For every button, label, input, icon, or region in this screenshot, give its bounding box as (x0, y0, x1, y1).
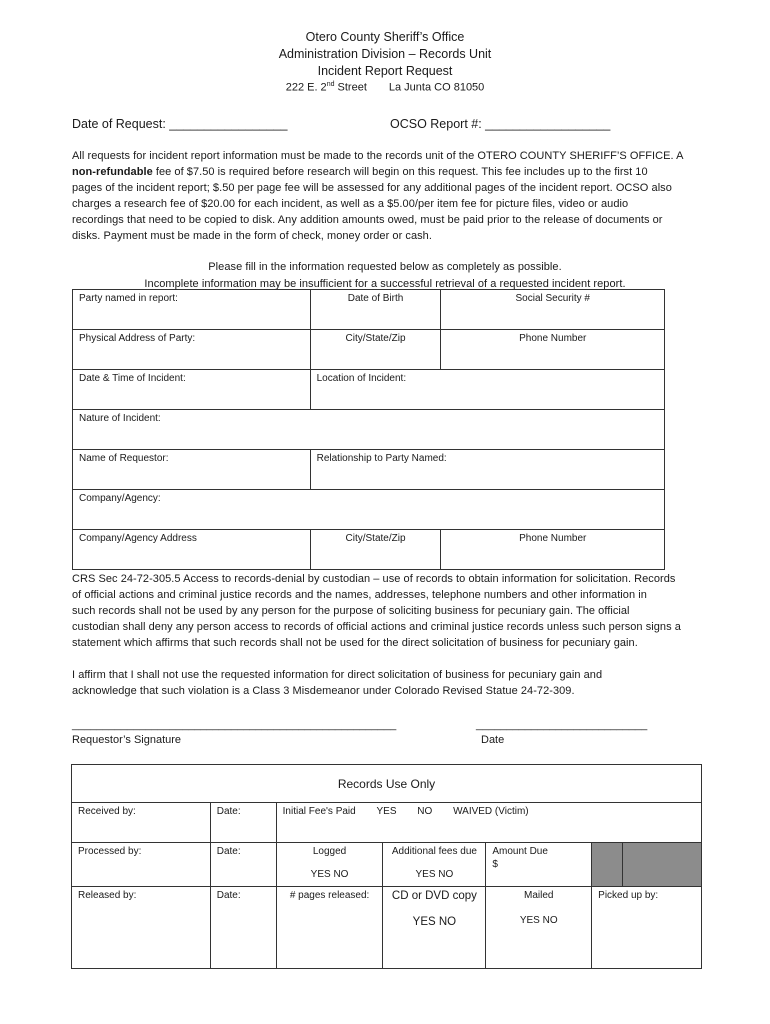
pages-released-cell[interactable] (276, 887, 383, 969)
nature-incident-label: Nature of Incident: (79, 413, 161, 424)
dob-cell[interactable] (310, 290, 441, 330)
released-date-label: Date: (216, 890, 241, 901)
phone-cell[interactable] (441, 330, 665, 370)
fee-paragraph (72, 148, 712, 244)
received-date-label: Date: (216, 806, 241, 817)
city-state-zip-label: City/State/Zip (345, 333, 406, 344)
released-by-cell[interactable] (72, 887, 211, 969)
pages-released-label: # pages released: (289, 890, 370, 901)
signature-date-line[interactable]: ____________________________ (476, 719, 648, 731)
relationship-cell[interactable] (310, 450, 664, 490)
company-address-cell[interactable] (73, 530, 311, 570)
ocso-report-number-field[interactable]: OCSO Report #: __________________ (390, 117, 611, 131)
fee-line-3: pages of the incident report; $.50 per page fee will be assessed for any additional pages of the incident report. OCSO also (72, 182, 672, 194)
processed-by-label: Processed by: (78, 846, 142, 857)
agency-address (0, 81, 770, 94)
physical-address-cell[interactable] (73, 330, 311, 370)
affirmation-paragraph (72, 667, 712, 699)
phone-label: Phone Number (519, 333, 587, 344)
instructions-line-1: Please fill in the information requested below as completely as possible. (208, 261, 562, 273)
initial-fees-waived[interactable]: WAIVED (Victim) (453, 806, 529, 817)
signature-date-label: Date (481, 734, 505, 746)
requestor-name-cell[interactable] (73, 450, 311, 490)
statute-line-1: CRS Sec 24-72-305.5 Access to records-denial by custodian – use of records to obtain information for solicitation. Records (72, 573, 676, 585)
records-title-text: Records Use Only (337, 777, 436, 791)
company-cell[interactable] (73, 490, 665, 530)
party-named-label: Party named in report: (79, 293, 178, 304)
logged-label: Logged (312, 846, 347, 857)
shaded-cell (592, 843, 623, 887)
company-address-label: Company/Agency Address (79, 533, 197, 544)
company-label: Company/Agency: (79, 493, 161, 504)
affirm-line-1: I affirm that I shall not use the requested information for direct solicitation of business for pecuniary gain and (72, 669, 603, 681)
picked-up-label: Picked up by: (598, 890, 659, 901)
records-title (72, 765, 702, 803)
affirm-line-2: acknowledge that such violation is a Class 3 Misdemeanor under Colorado Revised Statue 24-72-309. (72, 685, 575, 697)
mailed-cell[interactable] (486, 887, 592, 969)
received-by-cell[interactable] (72, 803, 211, 843)
additional-fees-yes-no[interactable]: YES NO (415, 869, 454, 880)
fee-line-1: All requests for incident report information must be made to the records unit of the OTERO COUNTY SHERIFF’S OFFICE. A (72, 150, 684, 162)
instructions-line-2: Incomplete information may be insufficient for a successful retrieval of a requested incident report. (144, 278, 626, 290)
initial-fees-yes[interactable]: YES (376, 806, 397, 817)
date-of-request-field[interactable]: Date of Request: _________________ (72, 117, 288, 131)
city-state-zip-2-cell[interactable] (310, 530, 441, 570)
table-row (72, 803, 702, 843)
statute-line-5: statement which affirms that such records shall not be used for the direct solicitation of business for pecuniary gain. (72, 637, 638, 649)
mailed-yes-no[interactable]: YES NO (519, 915, 558, 926)
address-superscript: nd (326, 81, 335, 88)
table-row (72, 887, 702, 969)
fee-line-5: recordings that need to be copied to disk. Any addition amounts owed, must be paid prior to the release of documents or (72, 214, 663, 226)
table-row (73, 490, 665, 530)
non-refundable-text: non-refundable (72, 166, 153, 178)
signature-label: Requestor’s Signature (72, 734, 182, 746)
party-named-cell[interactable] (73, 290, 311, 330)
table-row (73, 410, 665, 450)
city-state-zip-cell[interactable] (310, 330, 441, 370)
additional-fees-label: Additional fees due (391, 846, 477, 857)
statute-line-3: such records shall not be used by any person for the purpose of soliciting business for pecuniary gain. The official (72, 605, 630, 617)
amount-due-dollar: $ (492, 859, 498, 870)
received-by-label: Received by: (78, 806, 136, 817)
phone-2-cell[interactable] (441, 530, 665, 570)
processed-date-label: Date: (216, 846, 241, 857)
table-row (73, 450, 665, 490)
initial-fees-label: Initial Fee's Paid (282, 806, 356, 817)
logged-cell[interactable] (276, 843, 383, 887)
agency-name: Otero County Sheriff’s Office (305, 30, 465, 44)
requestor-name-label: Name of Requestor: (79, 453, 169, 464)
ssn-label: Social Security # (515, 293, 590, 304)
released-date-cell[interactable] (210, 887, 276, 969)
cd-dvd-cell[interactable] (383, 887, 486, 969)
fee-line-4: charges a research fee of $20.00 for each incident, as well as a $5.00/per item fee for picture files, video or audio (72, 198, 629, 210)
released-by-label: Released by: (78, 890, 137, 901)
location-incident-label: Location of Incident: (316, 373, 407, 384)
phone-2-label: Phone Number (519, 533, 587, 544)
request-form-table (72, 289, 665, 570)
picked-up-cell[interactable] (592, 887, 702, 969)
signature-line[interactable]: _____________________________________________________ (72, 719, 397, 731)
initial-fees-cell[interactable] (276, 803, 701, 843)
table-row (73, 530, 665, 570)
form-title: Incident Report Request (317, 64, 453, 78)
mailed-label: Mailed (524, 890, 554, 901)
ssn-cell[interactable] (441, 290, 665, 330)
amount-due-label: Amount Due (492, 846, 548, 857)
address-city: La Junta CO 81050 (388, 81, 485, 94)
additional-fees-cell[interactable] (383, 843, 486, 887)
records-use-only-table (71, 764, 702, 969)
cd-dvd-yes-no[interactable]: YES NO (412, 916, 457, 928)
date-time-incident-cell[interactable] (73, 370, 311, 410)
physical-address-label: Physical Address of Party: (79, 333, 196, 344)
initial-fees-no[interactable]: NO (417, 806, 433, 817)
shaded-cell (623, 843, 702, 887)
logged-yes-no[interactable]: YES NO (310, 869, 349, 880)
table-row (73, 330, 665, 370)
fee-line-2 (72, 164, 712, 180)
table-row (73, 290, 665, 330)
city-state-zip-2-label: City/State/Zip (345, 533, 406, 544)
statute-line-4: custodian shall deny any person access to records of official actions and criminal justice records unless such person signs a (72, 621, 681, 633)
cd-dvd-label: CD or DVD copy (391, 890, 477, 902)
date-time-incident-label: Date & Time of Incident: (79, 373, 186, 384)
fee-line-2-rest: fee of $7.50 is required before research will begin on this request. This fee includes up to the first 10 (152, 166, 648, 178)
processed-date-cell[interactable] (210, 843, 276, 887)
division-name: Administration Division – Records Unit (278, 47, 492, 61)
fee-line-6: disks. Payment must be made in the form of check, money order or cash. (72, 230, 432, 242)
address-street-suffix: Street (334, 81, 367, 94)
received-date-cell[interactable] (210, 803, 276, 843)
table-row (72, 843, 702, 887)
address-street: 222 E. 2 (285, 81, 327, 94)
statute-line-2: of official actions and criminal justice records and the names, addresses, telephone numbers and other information in (72, 589, 647, 601)
location-incident-cell[interactable] (310, 370, 664, 410)
dob-label: Date of Birth (347, 293, 404, 304)
amount-due-cell[interactable] (486, 843, 592, 887)
relationship-label: Relationship to Party Named: (316, 453, 447, 464)
nature-incident-cell[interactable] (73, 410, 665, 450)
table-row (73, 370, 665, 410)
processed-by-cell[interactable] (72, 843, 211, 887)
statute-paragraph (72, 571, 712, 651)
table-row (72, 765, 702, 803)
